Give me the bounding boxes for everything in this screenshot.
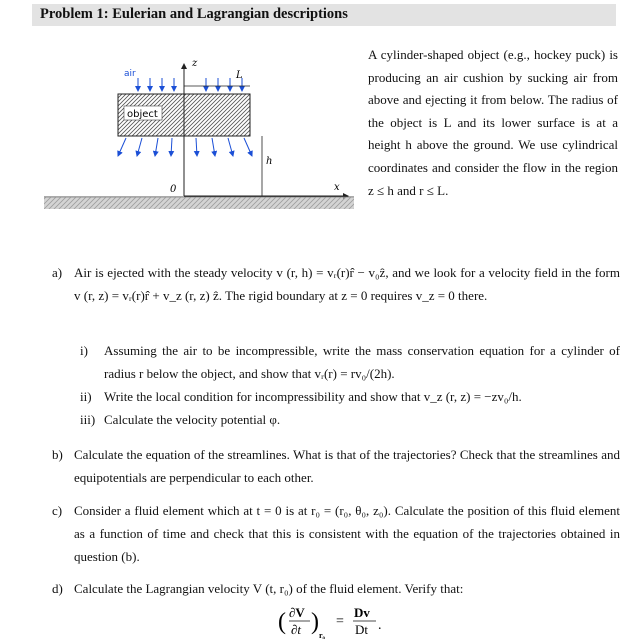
eq-lhs-denominator: ∂t	[291, 622, 302, 637]
question-c-text: Consider a fluid element which at t = 0 is at r₀ = (r₀, θ₀, z₀). Calculate the position of this fluid element as a function of time and check that this is consistent with the equation of the trajectories obtained in question (b).	[74, 503, 620, 564]
question-a-iii-text: Calculate the velocity potential φ.	[104, 412, 281, 427]
question-b-text: Calculate the equation of the streamlines. What is that of the trajectories? Check that the streamlines and equipotentials are perpendicular to each other.	[74, 447, 620, 485]
question-a-ii	[80, 386, 620, 409]
question-d-text: Calculate the Lagrangian velocity V (t, r₀) of the fluid element. Verify that:	[74, 581, 464, 596]
intro-paragraph: A cylinder-shaped object (e.g., hockey puck) is producing an air cushion by sucking air from above and ejecting it from below. The radius of the object is L and its lower surface is at a height h above the ground. We use cylindrical coordinates and consider the flow in the region z ≤ h and r ≤ L.	[368, 47, 618, 198]
problem-header	[32, 4, 616, 26]
question-b	[52, 444, 620, 490]
question-a	[52, 262, 620, 308]
origin-label: 0	[170, 184, 177, 195]
ejection-arrows	[118, 138, 252, 156]
question-a-ii-text: Write the local condition for incompressibility and show that v_z (r, z) = −zv₀/h.	[104, 389, 522, 404]
air-label: air	[124, 69, 136, 79]
problem-figure	[42, 46, 358, 218]
eq-subscript: r₀	[319, 631, 325, 639]
svg-text:=: =	[336, 614, 344, 629]
svg-text:(: (	[278, 609, 286, 635]
lagrangian-equation	[278, 603, 418, 639]
eq-rhs-denominator: Dt	[355, 622, 368, 637]
question-c	[52, 500, 620, 568]
question-d	[52, 578, 620, 601]
intake-arrows	[138, 78, 242, 91]
question-a-ii-label: ii)	[80, 389, 92, 404]
eq-lhs-numerator: ∂V	[289, 605, 305, 620]
question-a-label: a)	[52, 265, 63, 280]
svg-text:): )	[311, 609, 319, 635]
question-a-i-label: i)	[80, 343, 88, 358]
question-a-text: Air is ejected with the steady velocity v (r, h) = vᵣ(r)r̂ − v₀ẑ, and we look for a velocity field in the form v (r, z) = vᵣ(r)r̂ + v_z (r, z) ẑ. The rigid boundary at z = 0 requires v_z = 0 there.	[74, 265, 620, 303]
object-label: object	[127, 109, 158, 120]
L-label: L	[236, 70, 243, 81]
question-a-iii-label: iii)	[80, 412, 96, 427]
question-b-label: b)	[52, 447, 63, 462]
problem-title: Problem 1: Eulerian and Lagrangian descriptions	[40, 6, 348, 22]
question-d-label: d)	[52, 581, 63, 596]
question-a-i	[80, 340, 620, 386]
h-label: h	[266, 156, 273, 167]
x-axis-label: x	[334, 182, 340, 193]
z-axis-label: z	[192, 58, 198, 69]
question-a-iii	[80, 409, 620, 432]
question-a-i-text: Assuming the air to be incompressible, write the mass conservation equation for a cylinder of radius r below the object, and show that vᵣ(r) = rv₀/(2h).	[104, 343, 620, 381]
question-c-label: c)	[52, 503, 63, 518]
eq-rhs-numerator: Dv	[354, 605, 370, 620]
eq-end: .	[378, 618, 382, 633]
